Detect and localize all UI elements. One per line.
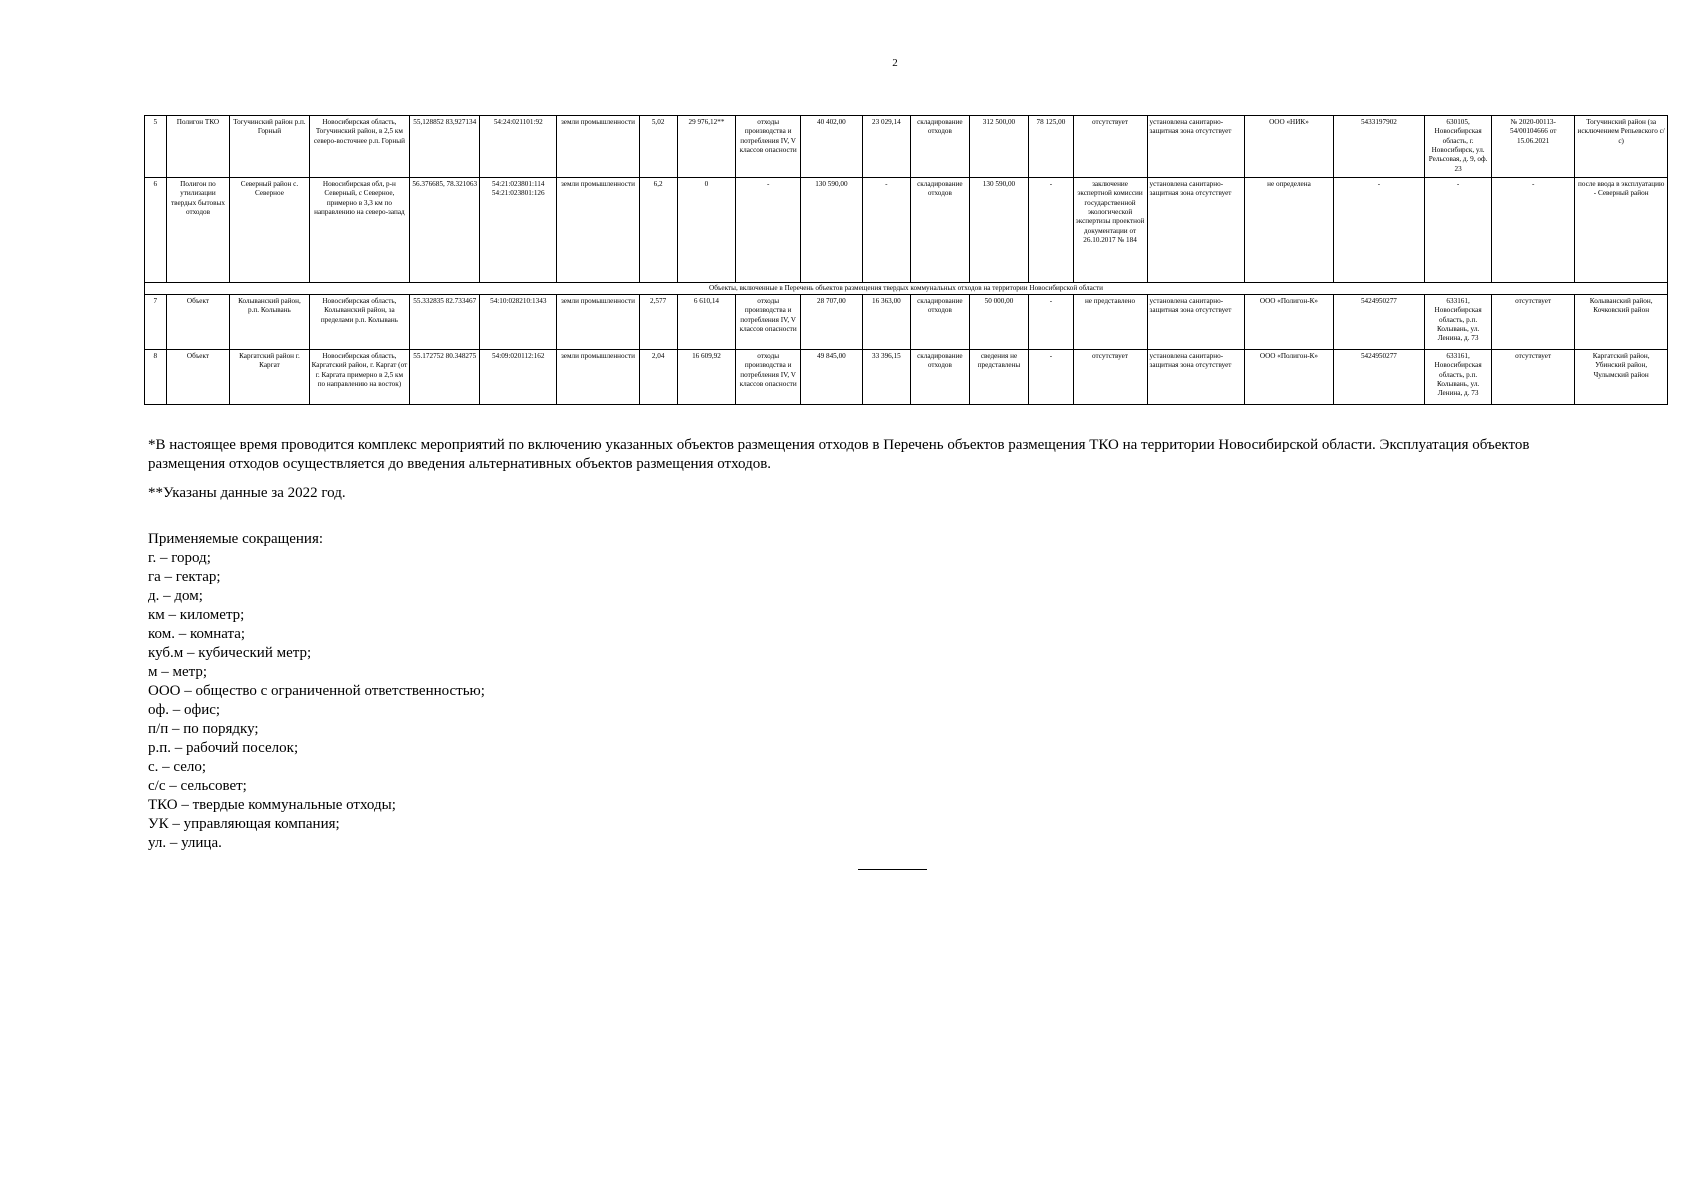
cell-sanitary-zone: установлена санитарно-защитная зона отсутствует (1147, 295, 1245, 350)
cell-license: отсутствует (1492, 295, 1575, 350)
cell-capacity: 40 402,00 (801, 116, 863, 178)
cell-license: № 2020-00113-54/00104666 от 15.06.2021 (1492, 116, 1575, 178)
waste-facilities-table (144, 115, 1668, 405)
cell-operator: ООО «НИК» (1245, 116, 1333, 178)
cell-cadastral: 54:24:021101:92 (480, 116, 557, 178)
abbreviations-title: Применяемые сокращения: (148, 531, 324, 547)
table-row (145, 350, 1668, 405)
table-row (145, 116, 1668, 178)
cell-volume: 29 976,12** (677, 116, 736, 178)
cell-waste-type: отходы производства и потребления IV, V классов опасности (736, 350, 801, 405)
cell-volume: 0 (677, 178, 736, 283)
cell-operator-address: - (1425, 178, 1492, 283)
cell-volume: 16 609,92 (677, 350, 736, 405)
cell-accumulated: - (862, 178, 910, 283)
cell-capacity: 49 845,00 (801, 350, 863, 405)
cell-operator-address: 630105, Новосибирская область, г. Новосибирск, ул. Рельсовая, д. 9, оф. 23 (1425, 116, 1492, 178)
cell-capacity: 130 590,00 (801, 178, 863, 283)
table-row (145, 178, 1668, 283)
cell-inn: 5424950277 (1333, 350, 1425, 405)
cell-cadastral: 54:09:020112:162 (480, 350, 557, 405)
cell-object-name: Полигон по утилизации твердых бытовых отходов (166, 178, 230, 283)
cell-coordinates: 55.332835 82.733467 (410, 295, 480, 350)
abbreviation-item: ТКО – твердые коммунальные отходы; (148, 797, 396, 813)
cell-land-category: земли промышленности (557, 350, 639, 405)
abbreviation-item: га – гектар; (148, 569, 221, 585)
cell-operator: не определена (1245, 178, 1333, 283)
cell-inn: 5433197902 (1333, 116, 1425, 178)
end-divider (858, 869, 927, 870)
cell-district: Тогучинский район р.п. Горный (230, 116, 309, 178)
cell-land-category: земли промышленности (557, 295, 639, 350)
section-header-row (145, 283, 1668, 295)
cell-address: Новосибирская область, Колыванский район, за пределами р.п. Колывань (309, 295, 410, 350)
abbreviation-item: ул. – улица. (148, 835, 222, 851)
cell-district: Северный район с. Северное (230, 178, 309, 283)
cell-sanitary-zone: установлена санитарно-защитная зона отсутствует (1147, 350, 1245, 405)
abbreviation-item: р.п. – рабочий поселок; (148, 740, 299, 756)
cell-capacity: 28 707,00 (801, 295, 863, 350)
cell-expertise: отсутствует (1073, 350, 1147, 405)
cell-accumulated: 23 029,14 (862, 116, 910, 178)
cell-waste-type: отходы производства и потребления IV, V классов опасности (736, 295, 801, 350)
cell-annual-capacity: - (1029, 350, 1073, 405)
cell-address: Новосибирская обл, р-н Северный, с Северное, примерно в 3,3 км по направлению на северо-запад (309, 178, 410, 283)
cell-area: 2,577 (639, 295, 677, 350)
cell-annual-capacity: - (1029, 295, 1073, 350)
cell-service-area: Тогучинский район (за исключением Репьевского с/с) (1575, 116, 1668, 178)
section-title: Объекты, включенные в Перечень объектов размещения твердых коммунальных отходов на территории Новосибирской области (145, 283, 1668, 295)
cell-service-area: Колыванский район, Кочковский район (1575, 295, 1668, 350)
cell-design-capacity: 50 000,00 (969, 295, 1029, 350)
cell-cadastral: 54:10:028210:1343 (480, 295, 557, 350)
cell-accumulated: 33 396,15 (862, 350, 910, 405)
cell-operator-address: 633161, Новосибирская область, р.п. Колывань, ул. Ленина, д. 73 (1425, 350, 1492, 405)
abbreviation-item: км – километр; (148, 607, 245, 623)
page-number: 2 (892, 57, 898, 69)
cell-license: отсутствует (1492, 350, 1575, 405)
cell-object-name: Объект (166, 295, 230, 350)
cell-waste-type: отходы производства и потребления IV, V классов опасности (736, 116, 801, 178)
cell-coordinates: 55,128852 83,927134 (410, 116, 480, 178)
cell-waste-type: - (736, 178, 801, 283)
cell-inn: - (1333, 178, 1425, 283)
abbreviation-item: с/с – сельсовет; (148, 778, 247, 794)
cell-operator-address: 633161, Новосибирская область, р.п. Колывань, ул. Ленина, д. 73 (1425, 295, 1492, 350)
cell-volume: 6 610,14 (677, 295, 736, 350)
cell-design-capacity: сведения не представлены (969, 350, 1029, 405)
cell-expertise: отсутствует (1073, 116, 1147, 178)
cell-purpose: складирование отходов (911, 178, 970, 283)
cell-purpose: складирование отходов (911, 350, 970, 405)
cell-district: Колыванский район, р.п. Колывань (230, 295, 309, 350)
cell-service-area: после ввода в эксплуатацию - Северный район (1575, 178, 1668, 283)
cell-inn: 5424950277 (1333, 295, 1425, 350)
abbreviation-item: д. – дом; (148, 588, 203, 604)
cell-object-name: Объект (166, 350, 230, 405)
cell-purpose: складирование отходов (911, 116, 970, 178)
cell-area: 5,02 (639, 116, 677, 178)
abbreviation-item: оф. – офис; (148, 702, 221, 718)
cell-annual-capacity: 78 125,00 (1029, 116, 1073, 178)
abbreviation-item: ком. – комната; (148, 626, 246, 642)
cell-number: 7 (145, 295, 167, 350)
cell-purpose: складирование отходов (911, 295, 970, 350)
footnote-1: *В настоящее время проводится комплекс мероприятий по включению указанных объектов размещения отходов в Перечень объектов размещения ТКО на территории Новосибирской области. Эксплуатация объектов размещения отходов осуществляется до введения альтернативных объектов размещения отходов. (148, 437, 1530, 472)
cell-accumulated: 16 363,00 (862, 295, 910, 350)
cell-address: Новосибирская область, Каргатский район, г. Каргат (от г. Каргата примерно в 2,5 км по направлению на восток) (309, 350, 410, 405)
cell-license: - (1492, 178, 1575, 283)
cell-design-capacity: 312 500,00 (969, 116, 1029, 178)
cell-area: 2,04 (639, 350, 677, 405)
cell-object-name: Полигон ТКО (166, 116, 230, 178)
cell-expertise: не представлено (1073, 295, 1147, 350)
cell-number: 5 (145, 116, 167, 178)
abbreviation-item: ООО – общество с ограниченной ответственностью; (148, 683, 485, 699)
cell-address: Новосибирская область, Тогучинский район, в 2,5 км северо-восточнее р.п. Горный (309, 116, 410, 178)
table-row (145, 295, 1668, 350)
cell-operator: ООО «Полигон-К» (1245, 350, 1333, 405)
cell-sanitary-zone: установлена санитарно-защитная зона отсутствует (1147, 178, 1245, 283)
cell-expertise: заключение экспертной комиссии государственной экологической экспертизы проектной документации от 26.10.2017 № 184 (1073, 178, 1147, 283)
abbreviation-item: УК – управляющая компания; (148, 816, 340, 832)
cell-sanitary-zone: установлена санитарно-защитная зона отсутствует (1147, 116, 1245, 178)
cell-operator: ООО «Полигон-К» (1245, 295, 1333, 350)
cell-coordinates: 55.172752 80.348275 (410, 350, 480, 405)
cell-annual-capacity: - (1029, 178, 1073, 283)
cell-number: 8 (145, 350, 167, 405)
cell-land-category: земли промышленности (557, 178, 639, 283)
cell-service-area: Каргатский район, Убинский район, Чулымский район (1575, 350, 1668, 405)
cell-number: 6 (145, 178, 167, 283)
abbreviations-list (148, 549, 1588, 853)
abbreviation-item: куб.м – кубический метр; (148, 645, 312, 661)
cell-design-capacity: 130 590,00 (969, 178, 1029, 283)
cell-land-category: земли промышленности (557, 116, 639, 178)
cell-district: Каргатский район г. Каргат (230, 350, 309, 405)
abbreviation-item: г. – город; (148, 550, 211, 566)
abbreviation-item: п/п – по порядку; (148, 721, 259, 737)
cell-coordinates: 56.376685, 78.321063 (410, 178, 480, 283)
footnote-2: **Указаны данные за 2022 год. (148, 485, 346, 501)
notes-section (148, 436, 1588, 853)
cell-area: 6,2 (639, 178, 677, 283)
cell-cadastral: 54:21:023801:114 54:21:023801:126 (480, 178, 557, 283)
abbreviation-item: с. – село; (148, 759, 207, 775)
abbreviation-item: м – метр; (148, 664, 208, 680)
